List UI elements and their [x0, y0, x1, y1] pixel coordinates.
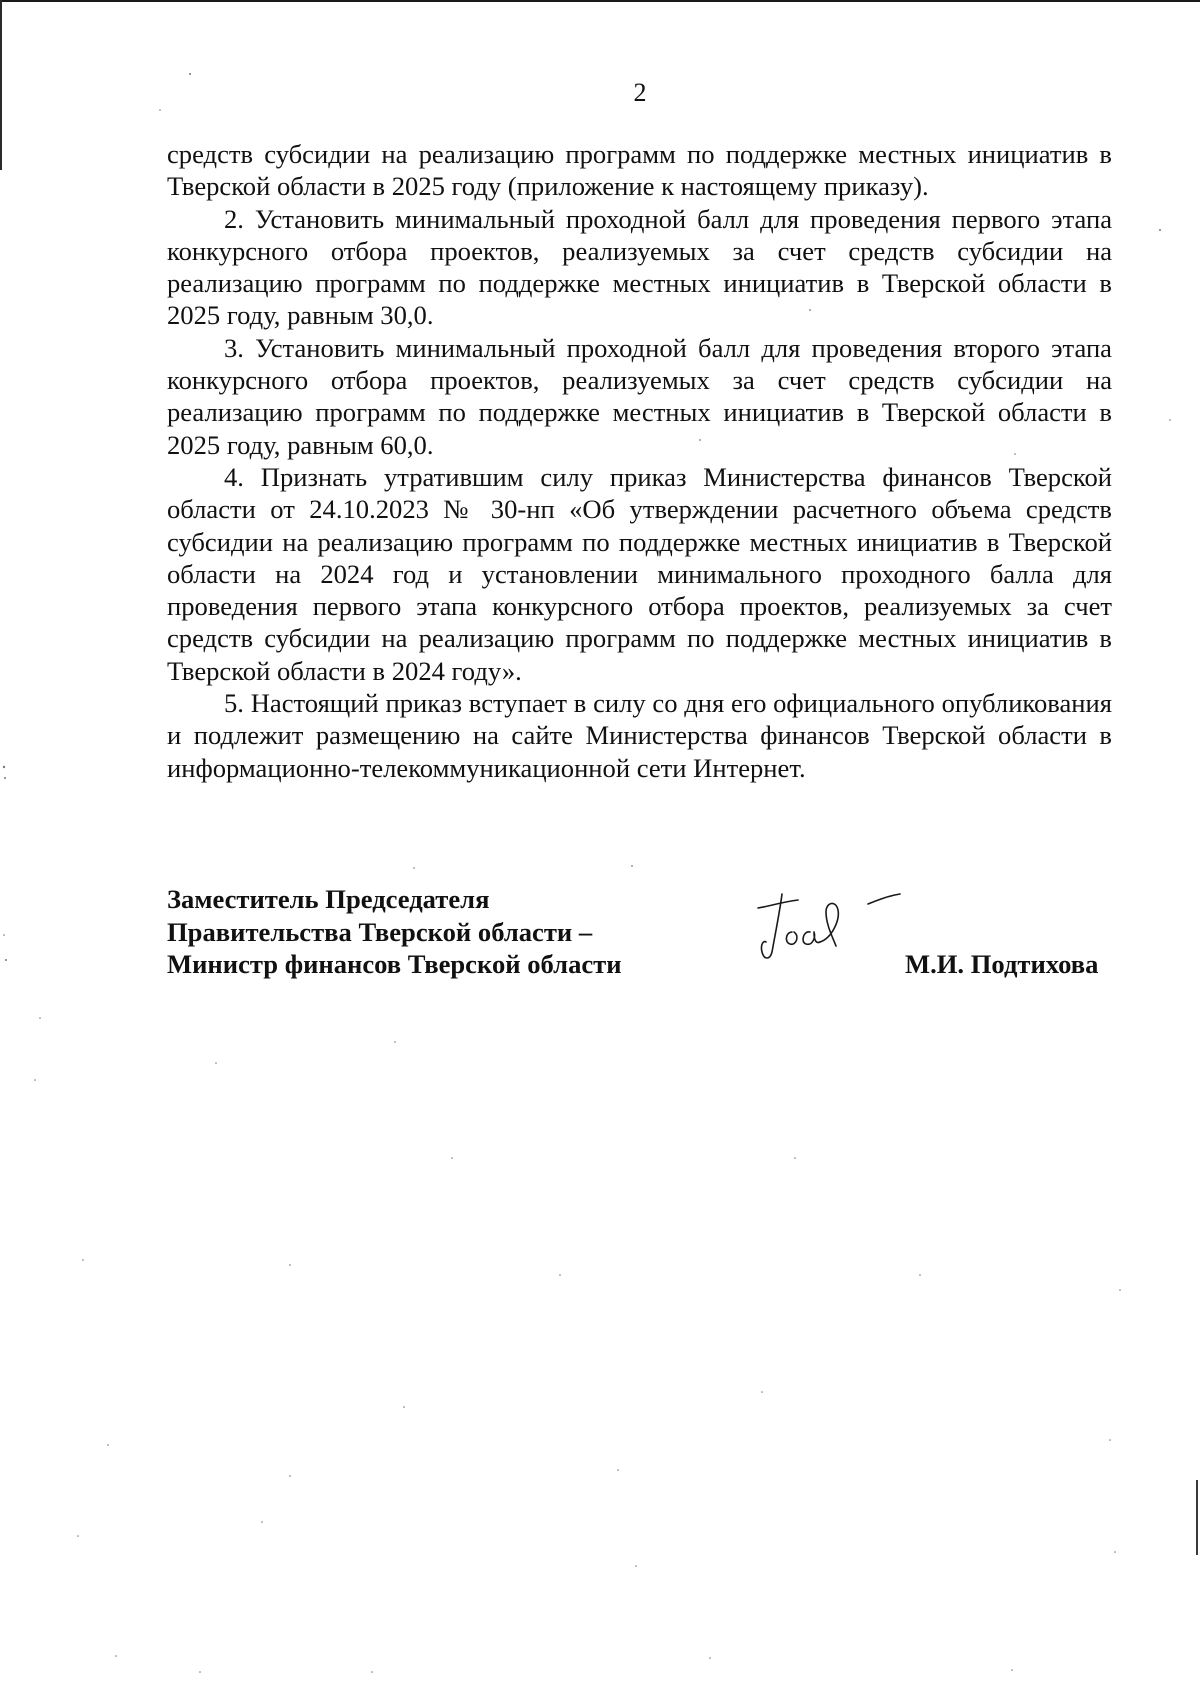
signatory-name: М.И. Подтихова — [905, 949, 1099, 979]
scan-top-edge — [0, 0, 1200, 2]
paragraph-item-3: 3. Установить минимальный проходной балл для проведения второго этапа конкурсного отбора проектов, реализуемых за счет средств субсидии на реализацию программ по поддержке местных инициатив в Тверской области в 2025 году, равным 60,0. — [167, 332, 1112, 460]
signatory-title — [167, 883, 622, 981]
signatory-title-line: Правительства Тверской области – — [167, 916, 593, 947]
paragraph-item-2: 2. Установить минимальный проходной балл для проведения первого этапа конкурсного отбора проектов, реализуемых за счет средств субсидии на реализацию программ по поддержке местных инициатив в Тверской области в 2025 году, равным 30,0. — [167, 203, 1112, 331]
paragraph-continuation: средств субсидии на реализацию программ по поддержке местных инициатив в Тверской области в 2025 году (приложение к настоящему приказу). — [167, 139, 1112, 202]
paragraph-item-5: 5. Настоящий приказ вступает в силу со дня его официального опубликования и подлежит размещению на сайте Министерства финансов Тверской области в информационно-телекоммуникационной сети Интернет. — [167, 688, 1112, 783]
signatory-title-line: Министр финансов Тверской области — [167, 949, 622, 979]
document-body — [167, 138, 1112, 784]
handwritten-signature — [740, 880, 920, 970]
page-number: 2 — [633, 78, 647, 107]
signatory-title-line: Заместитель Председателя — [167, 884, 490, 914]
paragraph-item-4: 4. Признать утратившим силу приказ Министерства финансов Тверской области от 24.10.2023 № 30-нп «Об утверждении расчетного объема средств субсидии на реализацию программ по поддержке местных инициатив в Тверской области на 2024 год и установлении минимального проходного балла для проведения первого этапа конкурсного отбора проектов, реализуемых за счет средств субсидии на реализацию программ по поддержке местных инициатив в Тверской области в 2024 году». — [167, 461, 1112, 686]
scan-right-edge — [1196, 1480, 1198, 1555]
